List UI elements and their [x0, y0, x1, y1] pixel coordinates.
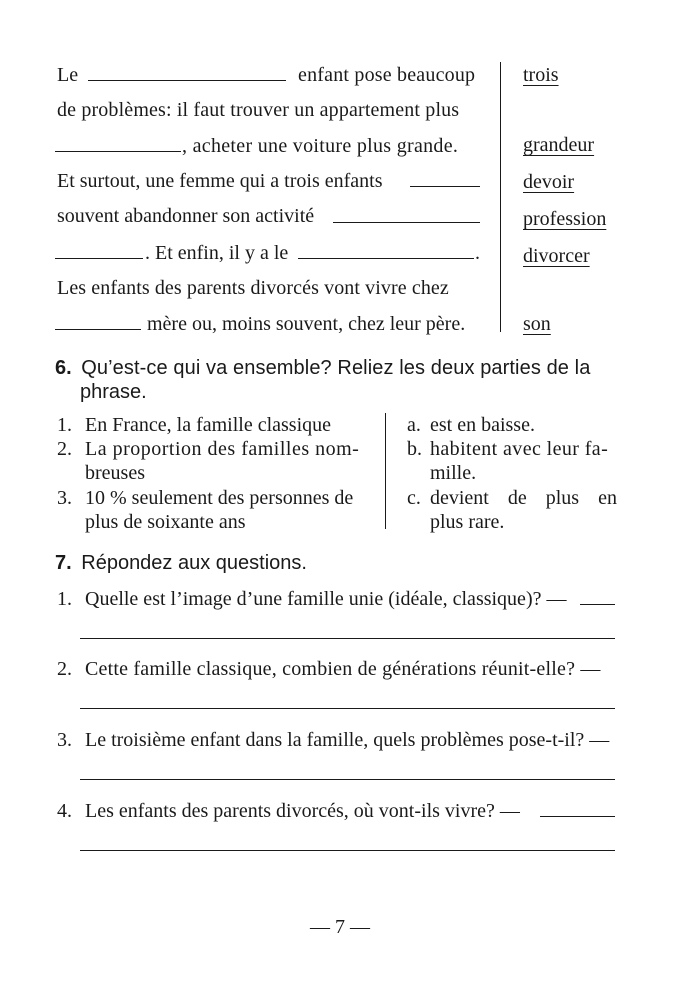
- ex5-line6-end: .: [475, 242, 480, 264]
- ex6-item3-text-b: plus de soixante ans: [85, 511, 246, 533]
- ex7-q4-blank-inline[interactable]: [540, 816, 615, 817]
- ex7-heading: [55, 551, 307, 575]
- ex5-line6-start: . Et enfin, il y a le: [145, 242, 289, 264]
- ex5-blank-6[interactable]: [298, 258, 474, 259]
- ex6-item2-text-b: breuses: [85, 462, 145, 484]
- ex6-item-a-text: est en baisse.: [430, 414, 535, 436]
- ex7-q4-num: 4.: [57, 800, 72, 822]
- ex5-line4: Et surtout, une femme qui a trois enfants: [57, 170, 383, 192]
- ex5-line3: , acheter une voiture plus grande.: [182, 135, 459, 157]
- ex5-line5: souvent abandonner son activité: [57, 205, 315, 227]
- ex7-q1-num: 1.: [57, 588, 72, 610]
- ex5-word-divorcer: divorcer: [523, 245, 590, 267]
- ex7-q4-answer-line[interactable]: [80, 850, 615, 851]
- ex6-item-b-text-a: habitent avec leur fa-: [430, 438, 609, 460]
- ex7-q1-text: Quelle est l’image d’une famille unie (idéale, classique)? —: [85, 588, 567, 610]
- ex5-blank-2[interactable]: [55, 151, 181, 152]
- ex6-column-divider: [385, 413, 386, 529]
- ex7-q3-answer-line[interactable]: [80, 779, 615, 780]
- ex7-q2-answer-line[interactable]: [80, 708, 615, 709]
- ex6-instruction-line1: Qu’est-ce qui va ensemble? Reliez les deux parties de la: [81, 357, 591, 379]
- ex6-item1-text: En France, la famille classique: [85, 414, 332, 436]
- ex5-blank-3[interactable]: [410, 186, 480, 187]
- ex7-q1-answer-line[interactable]: [80, 638, 615, 639]
- ex7-number: 7.: [55, 552, 72, 574]
- ex7-q3-num: 3.: [57, 729, 72, 751]
- ex7-q1-blank-inline[interactable]: [580, 604, 615, 605]
- ex6-item-c-text-a: devient de plus en: [430, 487, 617, 509]
- ex6-item-a-letter: a.: [407, 414, 421, 436]
- ex6-instruction-line2: phrase.: [80, 381, 147, 403]
- ex6-item2-num: 2.: [57, 438, 72, 460]
- ex5-word-son: son: [523, 313, 551, 335]
- ex6-item1-num: 1.: [57, 414, 72, 436]
- ex5-column-divider: [500, 62, 501, 332]
- ex6-item-c-letter: c.: [407, 487, 421, 509]
- ex6-item3-text-a: 10 % seulement des personnes de: [85, 487, 354, 509]
- ex6-item-b-letter: b.: [407, 438, 422, 460]
- ex5-blank-7[interactable]: [55, 329, 141, 330]
- ex7-instruction: Répondez aux questions.: [81, 552, 307, 574]
- ex5-line1-end: enfant pose beaucoup: [298, 64, 476, 86]
- ex5-line2: de problèmes: il faut trouver un appartement plus: [57, 99, 460, 121]
- ex7-q2-text: Cette famille classique, combien de générations réunit-elle? —: [85, 658, 601, 680]
- ex7-q4-text: Les enfants des parents divorcés, où vont-ils vivre? —: [85, 800, 520, 822]
- ex6-number: 6.: [55, 357, 72, 379]
- page-number: — 7 —: [310, 916, 370, 938]
- ex6-item3-num: 3.: [57, 487, 72, 509]
- ex6-heading: [55, 356, 590, 380]
- ex5-word-trois: trois: [523, 64, 559, 86]
- ex5-blank-1[interactable]: [88, 80, 286, 81]
- ex7-q3-text: Le troisième enfant dans la famille, quels problèmes pose-t-il? —: [85, 729, 610, 751]
- ex5-blank-4[interactable]: [333, 222, 480, 223]
- ex5-blank-5[interactable]: [55, 258, 143, 259]
- ex6-item-c-text-b: plus rare.: [430, 511, 505, 533]
- ex5-line1-start: Le: [57, 64, 79, 86]
- ex5-line7: Les enfants des parents divorcés vont vivre chez: [57, 277, 449, 299]
- ex7-q2-num: 2.: [57, 658, 72, 680]
- ex5-word-profession: profession: [523, 208, 607, 230]
- ex6-item2-text-a: La proportion des familles nom-: [85, 438, 360, 460]
- ex5-word-grandeur: grandeur: [523, 134, 595, 156]
- ex5-word-devoir: devoir: [523, 171, 575, 193]
- ex6-item-b-text-b: mille.: [430, 462, 477, 484]
- ex5-line8: mère ou, moins souvent, chez leur père.: [147, 313, 466, 335]
